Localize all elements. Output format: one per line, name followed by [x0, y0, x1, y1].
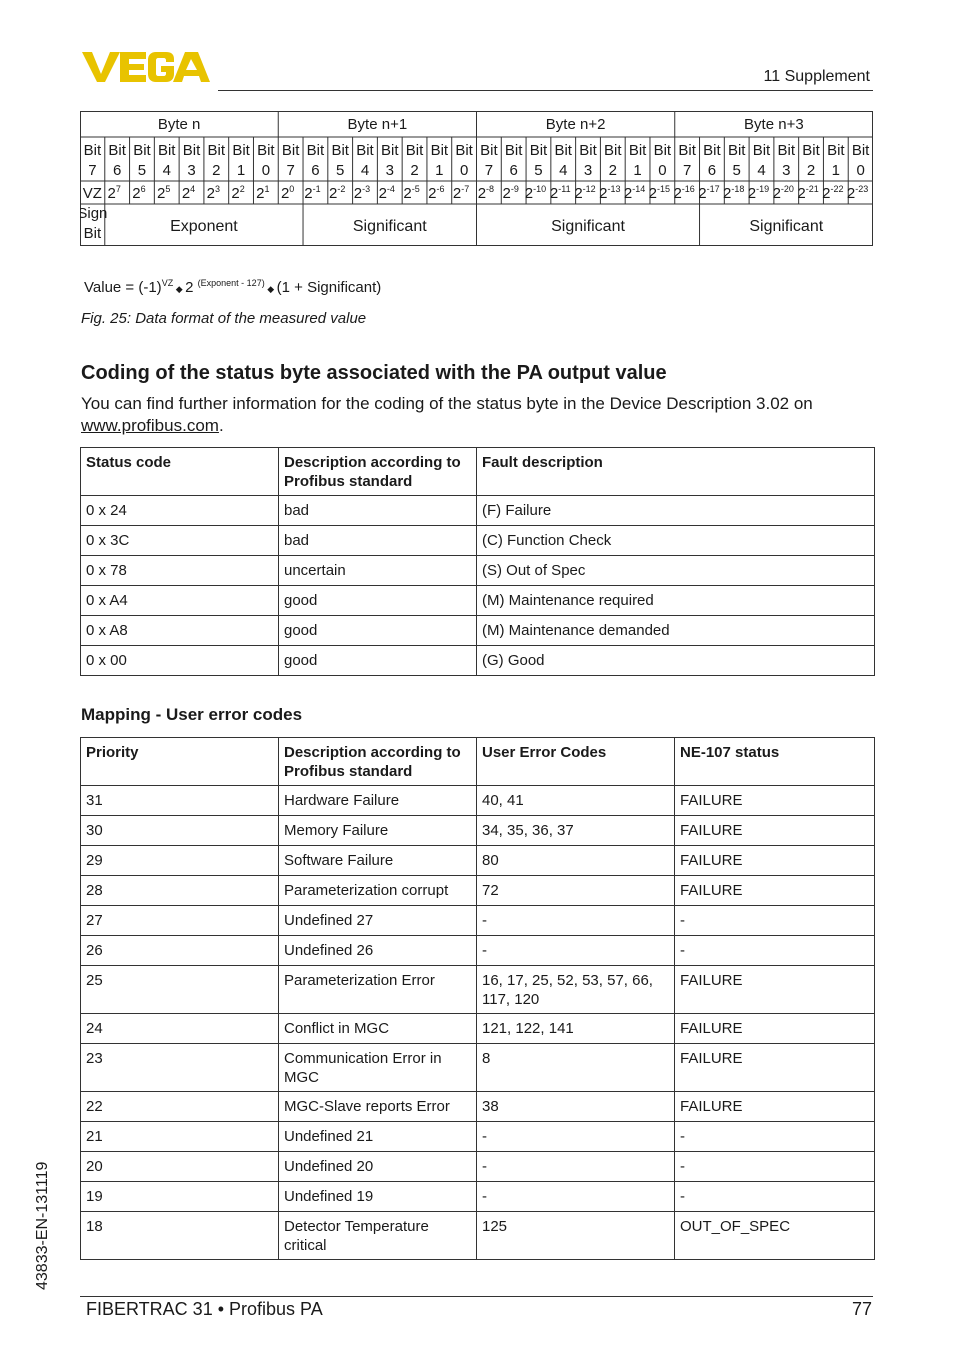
- byte-label: Byte n+3: [744, 116, 804, 133]
- table-row: [81, 496, 875, 526]
- byte-label: Byte n+2: [545, 116, 606, 133]
- page-number: 77: [851, 1299, 872, 1319]
- bit-word-label: Bit: [703, 142, 721, 159]
- bit-word-label: Bit: [802, 142, 820, 159]
- power-of-two-cell: $2^{-13}$: [599, 184, 621, 202]
- power-of-two-cell: $2^{-19}$: [747, 184, 770, 202]
- power-of-two-cell: $2^3$: [206, 184, 220, 202]
- description-cell: good: [279, 646, 477, 676]
- ne107-cell: FAILURE: [675, 846, 875, 876]
- bit-word-label: Bit: [232, 142, 250, 159]
- table-row: [81, 1212, 875, 1260]
- table-row: [81, 1014, 875, 1044]
- error-codes-cell: -: [477, 906, 675, 936]
- power-of-two-cell: $2^{-18}$: [723, 184, 745, 202]
- power-of-two-cell: $2^{-1}$: [304, 184, 321, 202]
- bit-word-label: Bit: [207, 142, 226, 159]
- error-codes-cell: -: [477, 1122, 675, 1152]
- table-row: [81, 876, 875, 906]
- bit-number-label: 1: [633, 162, 642, 179]
- formula-sup-exponent: (Exponent - 127): [197, 278, 265, 288]
- priority-cell: 21: [81, 1122, 279, 1152]
- table-row: [81, 906, 875, 936]
- power-of-two-cell: $2^5$: [157, 184, 171, 202]
- bit-number-label: 6: [509, 162, 518, 179]
- error-codes-cell: 16, 17, 25, 52, 53, 57, 66, 117, 120: [477, 966, 675, 1014]
- bit-word-label: Bit: [851, 142, 870, 159]
- value-formula: [84, 278, 381, 296]
- field-label: Significant: [749, 218, 824, 235]
- error-codes-cell: 125: [477, 1212, 675, 1260]
- profibus-link[interactable]: www.profibus.com: [81, 416, 219, 435]
- bit-word-label: Bit: [83, 142, 102, 159]
- priority-cell: 19: [81, 1182, 279, 1212]
- table-row: [81, 526, 875, 556]
- power-of-two-cell: $2^{-4}$: [378, 184, 395, 202]
- table-row: [81, 816, 875, 846]
- bit-number-label: 6: [707, 162, 717, 179]
- description-cell: Hardware Failure: [279, 786, 477, 816]
- formula-sup-vz: VZ: [161, 278, 174, 288]
- document-id: 43833-EN-131119: [34, 1161, 51, 1290]
- ne107-cell: -: [675, 1152, 875, 1182]
- description-cell: uncertain: [279, 556, 477, 586]
- column-header: Description according to Profibus standard: [279, 738, 477, 786]
- description-cell: Undefined 19: [279, 1182, 477, 1212]
- power-of-two-cell: $2^{-21}$: [797, 184, 819, 202]
- bit-word-label: Bit: [306, 142, 325, 159]
- bit-number-label: 7: [286, 162, 295, 179]
- bit-word-label: Bit: [604, 142, 622, 159]
- power-of-two-cell: $2^{-5}$: [403, 184, 420, 202]
- description-cell: Communication Error in MGC: [279, 1044, 477, 1092]
- ne107-cell: -: [675, 1122, 875, 1152]
- ne107-cell: FAILURE: [675, 966, 875, 1014]
- bit-word-label: Bit: [529, 142, 548, 159]
- vz-cell: VZ: [82, 185, 102, 202]
- column-header: User Error Codes: [477, 738, 675, 786]
- description-cell: Undefined 27: [279, 906, 477, 936]
- table-header-row: [81, 448, 875, 496]
- bit-word-label: Bit: [430, 142, 449, 159]
- table-row: [81, 616, 875, 646]
- bit-number-label: 4: [162, 162, 171, 179]
- bit-word-label: Bit: [752, 142, 771, 159]
- fault-cell: (C) Function Check: [477, 526, 875, 556]
- bit-word-label: Bit: [480, 142, 498, 159]
- power-of-two-cell: $2^{-15}$: [648, 184, 671, 202]
- status-code-table: [80, 447, 875, 676]
- bit-word-label: Bit: [504, 142, 523, 159]
- sign-bit-label: Sign: [80, 205, 108, 222]
- status-code-cell: 0 x 00: [81, 646, 279, 676]
- bit-number-label: 0: [856, 162, 865, 179]
- priority-cell: 28: [81, 876, 279, 906]
- table-row: [81, 646, 875, 676]
- formula-dot-1: ◆: [173, 284, 186, 294]
- ne107-cell: -: [675, 936, 875, 966]
- error-codes-cell: 8: [477, 1044, 675, 1092]
- bit-layout-grid: [80, 111, 873, 246]
- bit-word-label: Bit: [381, 142, 399, 159]
- footer-title: FIBERTRAC 31 • Profibus PA: [86, 1299, 323, 1319]
- bit-word-label: Bit: [727, 142, 746, 159]
- error-codes-cell: -: [477, 1152, 675, 1182]
- table-row: [81, 966, 875, 1014]
- table-row: [81, 1182, 875, 1212]
- bit-word-label: Bit: [108, 142, 126, 159]
- table-row: [81, 1092, 875, 1122]
- bit-number-label: 5: [137, 162, 147, 179]
- error-codes-cell: -: [477, 936, 675, 966]
- section-label: 11 Supplement: [763, 68, 870, 85]
- table-header-row: [81, 738, 875, 786]
- status-intro-text: You can find further information for the coding of the status byte in the Device Description 3.02 on: [81, 394, 813, 413]
- priority-cell: 31: [81, 786, 279, 816]
- bit-number-label: 5: [534, 162, 543, 179]
- power-of-two-cell: $2^{-7}$: [452, 184, 470, 202]
- power-of-two-cell: $2^2$: [231, 184, 245, 202]
- table-row: [81, 786, 875, 816]
- bit-number-label: 1: [831, 162, 840, 179]
- error-codes-cell: 40, 41: [477, 786, 675, 816]
- power-of-two-cell: $2^{-11}$: [549, 184, 571, 202]
- bit-word-label: Bit: [827, 142, 845, 159]
- field-label: Exponent: [170, 218, 238, 235]
- error-codes-cell: 72: [477, 876, 675, 906]
- bit-number-label: 6: [113, 162, 122, 179]
- formula-lhs: Value = (-1): [84, 279, 162, 296]
- fault-cell: (M) Maintenance required: [477, 586, 875, 616]
- byte-label: Byte n+1: [347, 116, 408, 133]
- bit-layout-table: [80, 111, 873, 246]
- description-cell: bad: [279, 526, 477, 556]
- column-header: Fault description: [477, 448, 875, 496]
- priority-cell: 18: [81, 1212, 279, 1260]
- power-of-two-cell: $2^7$: [107, 184, 121, 202]
- bit-word-label: Bit: [405, 142, 424, 159]
- table-row: [81, 1122, 875, 1152]
- bit-number-label: 6: [311, 162, 320, 179]
- bit-word-label: Bit: [678, 142, 696, 159]
- table-row: [81, 1044, 875, 1092]
- user-error-codes-table: [80, 737, 875, 1260]
- table-row: [81, 936, 875, 966]
- bit-word-label: Bit: [653, 142, 672, 159]
- power-of-two-cell: $2^6$: [132, 184, 146, 202]
- description-cell: Software Failure: [279, 846, 477, 876]
- formula-base: 2: [185, 279, 194, 296]
- description-cell: Undefined 26: [279, 936, 477, 966]
- fault-cell: (M) Maintenance demanded: [477, 616, 875, 646]
- power-of-two-cell: $2^0$: [280, 184, 295, 202]
- power-of-two-cell: $2^{-8}$: [477, 184, 495, 202]
- bit-number-label: 1: [435, 162, 444, 179]
- priority-cell: 26: [81, 936, 279, 966]
- vega-logo-mark: [82, 50, 212, 84]
- description-cell: Undefined 21: [279, 1122, 477, 1152]
- sign-bit-label: Bit: [83, 225, 102, 242]
- bit-number-label: 2: [212, 162, 221, 179]
- figure-caption: Fig. 25: Data format of the measured value: [81, 310, 367, 327]
- column-header: Priority: [81, 738, 279, 786]
- status-code-cell: 0 x A8: [81, 616, 279, 646]
- bit-word-label: Bit: [281, 142, 300, 159]
- error-codes-cell: 38: [477, 1092, 675, 1122]
- header-rule: [218, 90, 873, 91]
- description-cell: Conflict in MGC: [279, 1014, 477, 1044]
- bit-number-label: 1: [236, 162, 246, 179]
- power-of-two-cell: $2^1$: [256, 184, 270, 202]
- bit-number-label: 4: [559, 162, 568, 179]
- description-cell: Memory Failure: [279, 816, 477, 846]
- mapping-heading: Mapping - User error codes: [81, 705, 303, 724]
- fault-cell: (G) Good: [477, 646, 875, 676]
- bit-number-label: 3: [187, 162, 196, 179]
- bit-word-label: Bit: [579, 142, 597, 159]
- bit-word-label: Bit: [257, 142, 275, 159]
- priority-cell: 27: [81, 906, 279, 936]
- power-of-two-cell: $2^{-23}$: [846, 184, 869, 202]
- column-header: Description according to Profibus standard: [279, 448, 477, 496]
- priority-cell: 25: [81, 966, 279, 1014]
- bit-number-label: 4: [360, 162, 370, 179]
- status-heading: Coding of the status byte associated with the PA output value: [81, 362, 667, 384]
- table-row: [81, 846, 875, 876]
- power-of-two-cell: $2^{-16}$: [673, 184, 695, 202]
- footer-rule: [80, 1296, 873, 1297]
- bit-word-label: Bit: [331, 142, 349, 159]
- status-code-cell: 0 x 24: [81, 496, 279, 526]
- ne107-cell: FAILURE: [675, 1092, 875, 1122]
- power-of-two-cell: $2^{-10}$: [524, 184, 547, 202]
- table-row: [81, 556, 875, 586]
- ne107-cell: OUT_OF_SPEC: [675, 1212, 875, 1260]
- priority-cell: 24: [81, 1014, 279, 1044]
- formula-dot-2: ◆: [264, 284, 277, 294]
- bit-number-label: 3: [583, 162, 593, 179]
- power-of-two-cell: $2^{-6}$: [428, 184, 445, 202]
- bit-number-label: 5: [732, 162, 741, 179]
- description-cell: Detector Temperature critical: [279, 1212, 477, 1260]
- table-row: [81, 1152, 875, 1182]
- bit-number-label: 4: [757, 162, 766, 179]
- bit-word-label: Bit: [182, 142, 201, 159]
- vega-logo: [82, 50, 212, 89]
- description-cell: Parameterization Error: [279, 966, 477, 1014]
- power-of-two-cell: $2^{-22}$: [822, 184, 844, 202]
- power-of-two-cell: $2^{-9}$: [502, 184, 519, 202]
- field-label: Significant: [551, 218, 625, 235]
- byte-label: Byte n: [157, 116, 201, 133]
- ne107-cell: FAILURE: [675, 1044, 875, 1092]
- bit-number-label: 2: [410, 162, 419, 179]
- status-code-cell: 0 x 3C: [81, 526, 279, 556]
- bit-word-label: Bit: [554, 142, 572, 159]
- bit-number-label: 3: [782, 162, 791, 179]
- error-codes-cell: 34, 35, 36, 37: [477, 816, 675, 846]
- ne107-cell: FAILURE: [675, 1014, 875, 1044]
- bit-number-label: 0: [261, 162, 271, 179]
- bit-number-label: 3: [385, 162, 394, 179]
- column-header: Status code: [81, 448, 279, 496]
- bit-number-label: 0: [459, 162, 469, 179]
- ne107-cell: -: [675, 906, 875, 936]
- power-of-two-cell: $2^{-3}$: [353, 184, 371, 202]
- error-codes-cell: -: [477, 1182, 675, 1212]
- priority-cell: 29: [81, 846, 279, 876]
- field-label: Significant: [352, 218, 427, 235]
- description-cell: good: [279, 586, 477, 616]
- bit-word-label: Bit: [628, 142, 647, 159]
- bit-number-label: 7: [88, 162, 97, 179]
- priority-cell: 20: [81, 1152, 279, 1182]
- table-row: [81, 586, 875, 616]
- error-codes-cell: 121, 122, 141: [477, 1014, 675, 1044]
- bit-number-label: 2: [608, 162, 617, 179]
- power-of-two-cell: $2^4$: [181, 184, 196, 202]
- error-codes-cell: 80: [477, 846, 675, 876]
- description-cell: Undefined 20: [279, 1152, 477, 1182]
- description-cell: good: [279, 616, 477, 646]
- column-header: NE-107 status: [675, 738, 875, 786]
- bit-number-label: 5: [336, 162, 345, 179]
- formula-rhs: (1 + Significant): [276, 279, 382, 296]
- bit-word-label: Bit: [133, 142, 151, 159]
- description-cell: MGC-Slave reports Error: [279, 1092, 477, 1122]
- ne107-cell: FAILURE: [675, 786, 875, 816]
- status-intro: [81, 393, 871, 437]
- bit-number-label: 0: [658, 162, 667, 179]
- priority-cell: 22: [81, 1092, 279, 1122]
- status-code-cell: 0 x A4: [81, 586, 279, 616]
- bit-number-label: 7: [484, 162, 494, 179]
- power-of-two-cell: $2^{-20}$: [772, 184, 794, 202]
- status-code-cell: 0 x 78: [81, 556, 279, 586]
- description-cell: Parameterization corrupt: [279, 876, 477, 906]
- bit-word-label: Bit: [356, 142, 374, 159]
- ne107-cell: -: [675, 1182, 875, 1212]
- ne107-cell: FAILURE: [675, 816, 875, 846]
- bit-number-label: 2: [806, 162, 816, 179]
- priority-cell: 30: [81, 816, 279, 846]
- priority-cell: 23: [81, 1044, 279, 1092]
- status-intro-end: .: [218, 416, 224, 435]
- bit-word-label: Bit: [157, 142, 176, 159]
- bit-word-label: Bit: [777, 142, 796, 159]
- power-of-two-cell: $2^{-14}$: [623, 184, 646, 202]
- fault-cell: (S) Out of Spec: [477, 556, 875, 586]
- fault-cell: (F) Failure: [477, 496, 875, 526]
- ne107-cell: FAILURE: [675, 876, 875, 906]
- bit-word-label: Bit: [455, 142, 473, 159]
- power-of-two-cell: $2^{-2}$: [329, 184, 346, 202]
- power-of-two-cell: $2^{-17}$: [698, 184, 720, 202]
- description-cell: bad: [279, 496, 477, 526]
- power-of-two-cell: $2^{-12}$: [574, 184, 596, 202]
- bit-number-label: 7: [682, 162, 692, 179]
